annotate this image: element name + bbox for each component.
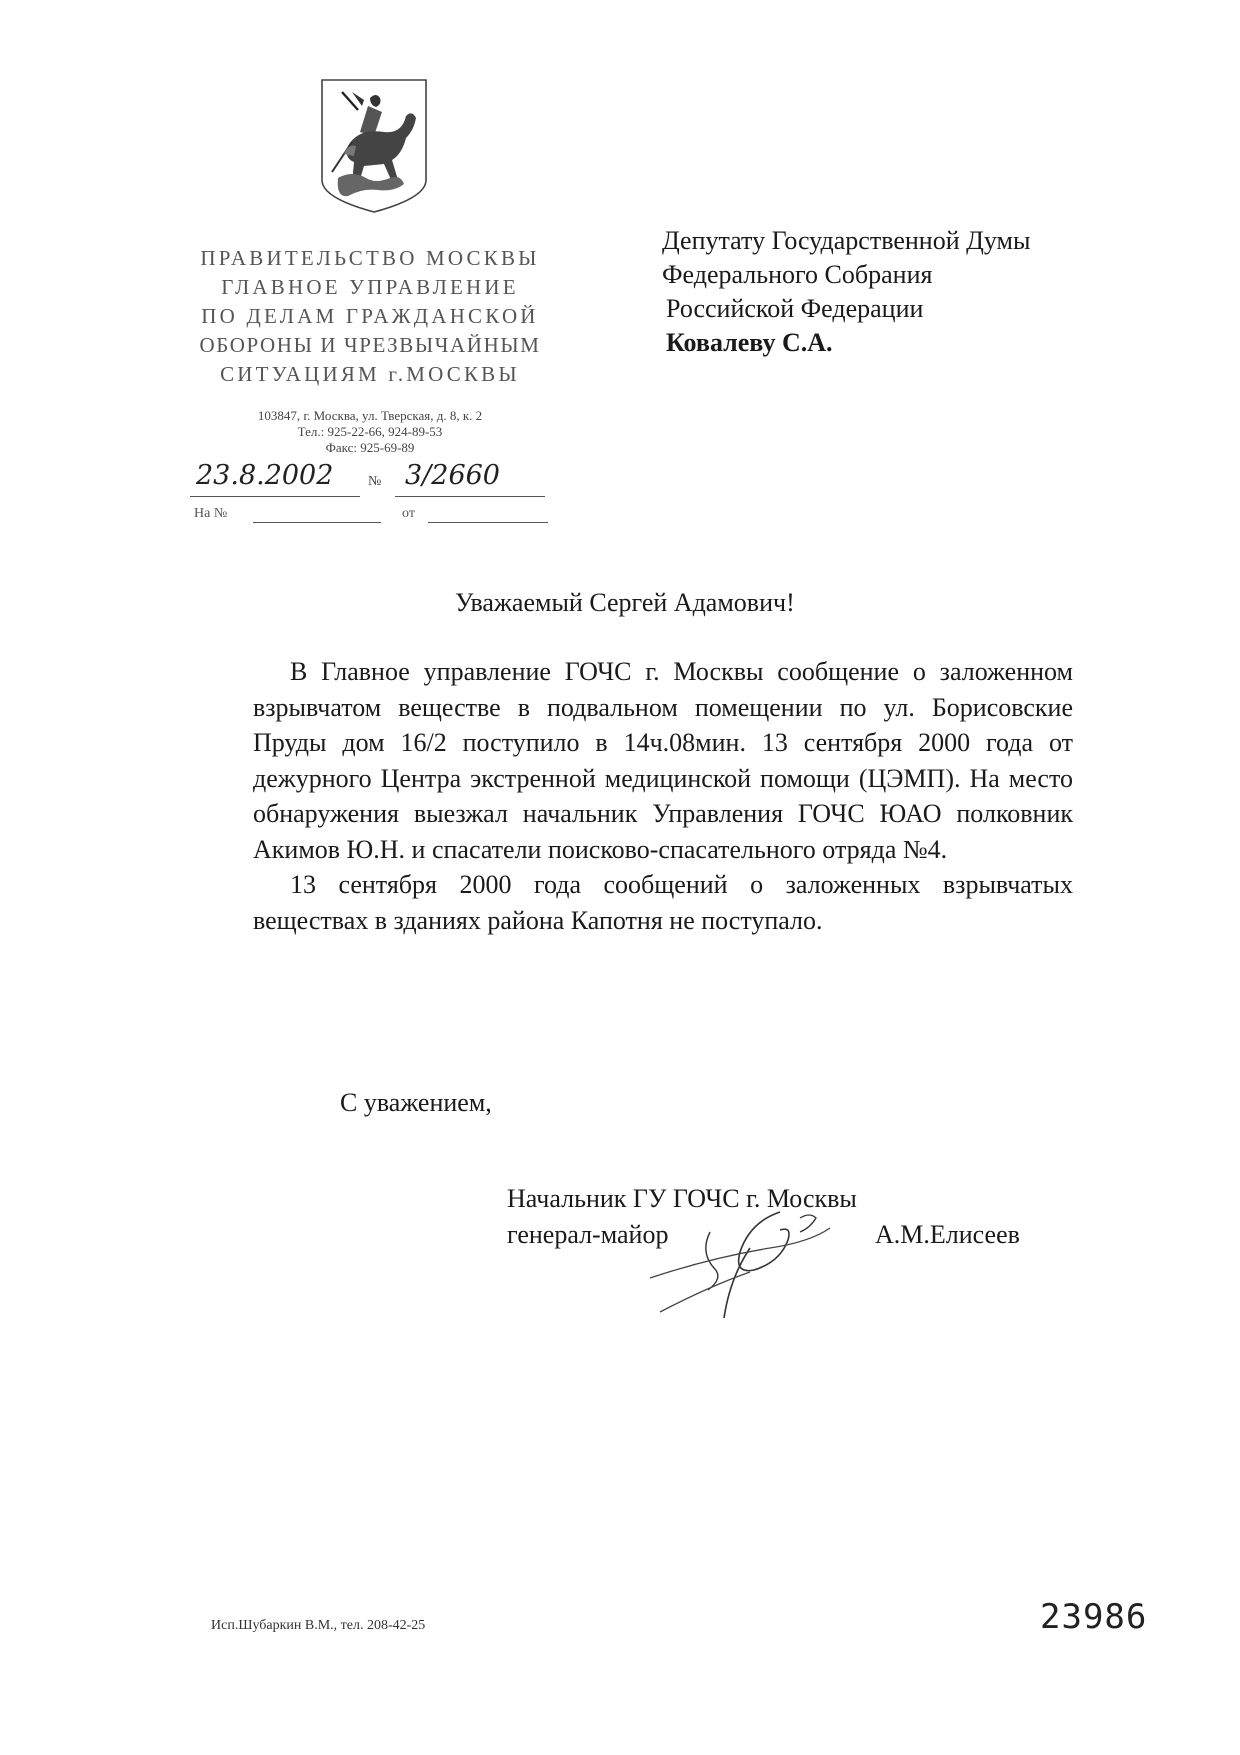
document-stamp-number: 23986 xyxy=(1040,1597,1148,1637)
org-line-5: СИТУАЦИЯМ г.МОСКВЫ xyxy=(220,362,520,386)
addressee-line-3: Российской Федерации xyxy=(666,294,924,323)
org-line-4: ОБОРОНЫ И ЧРЕЗВЫЧАЙНЫМ xyxy=(199,333,541,357)
org-fax: Факс: 925-69-89 xyxy=(325,440,415,455)
handwritten-signature xyxy=(640,1208,870,1328)
org-line-2: ГЛАВНОЕ УПРАВЛЕНИЕ xyxy=(221,275,519,299)
date-underline xyxy=(190,496,360,497)
incoming-reference xyxy=(190,506,550,528)
letter-body xyxy=(253,654,1073,938)
ref-number-line xyxy=(253,522,381,523)
signatory-name: А.М.Елисеев xyxy=(875,1220,1020,1249)
moscow-coat-of-arms-icon xyxy=(318,76,430,216)
letterhead-contacts xyxy=(150,408,590,456)
org-address: 103847, г. Москва, ул. Тверская, д. 8, к. 2 xyxy=(257,408,483,423)
number-underline xyxy=(395,496,545,497)
ref-from-label: от xyxy=(402,506,415,521)
signatory-title: Начальник ГУ ГОЧС г. Москвы xyxy=(507,1184,857,1213)
addressee-line-2: Федерального Собрания xyxy=(662,260,933,289)
executor-info: Исп.Шубаркин В.М., тел. 208-42-25 xyxy=(211,1618,426,1633)
addressee-line-1: Депутату Государственной Думы xyxy=(662,226,1031,255)
outgoing-reference xyxy=(190,460,550,500)
closing: С уважением, xyxy=(340,1088,492,1117)
outgoing-date: 23.8.2002 xyxy=(196,460,334,491)
org-line-3: ПО ДЕЛАМ ГРАЖДАНСКОЙ xyxy=(201,304,539,328)
number-label: № xyxy=(368,474,382,489)
org-line-1: ПРАВИТЕЛЬСТВО МОСКВЫ xyxy=(200,246,540,270)
body-paragraph-1: В Главное управление ГОЧС г. Москвы сообщение о заложенном взрывчатом веществе в подвальном помещении по ул. Борисовские Пруды дом 16/2 поступило в 14ч.08мин. 13 сентября 2000 года от дежурного Центра экстренной медицинской помощи (ЦЭМП). На место обнаружения выезжал начальник Управления ГОЧС ЮАО полковник Акимов Ю.Н. и спасатели поисково-спасательного отряда №4. xyxy=(253,657,1073,864)
outgoing-number: 3/2660 xyxy=(405,460,500,491)
ref-from-line xyxy=(428,522,548,523)
addressee-name: Ковалеву С.А. xyxy=(666,328,833,357)
signatory-rank: генерал-майор xyxy=(507,1220,669,1249)
letterhead xyxy=(150,244,590,389)
org-phone: Тел.: 925-22-66, 924-89-53 xyxy=(297,424,443,439)
addressee xyxy=(662,224,1102,360)
body-paragraph-2: 13 сентября 2000 года сообщений о заложенных взрывчатых веществах в зданиях района Капотня не поступало. xyxy=(253,870,1073,935)
greeting: Уважаемый Сергей Адамович! xyxy=(455,588,795,617)
ref-number-label: На № xyxy=(194,506,228,521)
